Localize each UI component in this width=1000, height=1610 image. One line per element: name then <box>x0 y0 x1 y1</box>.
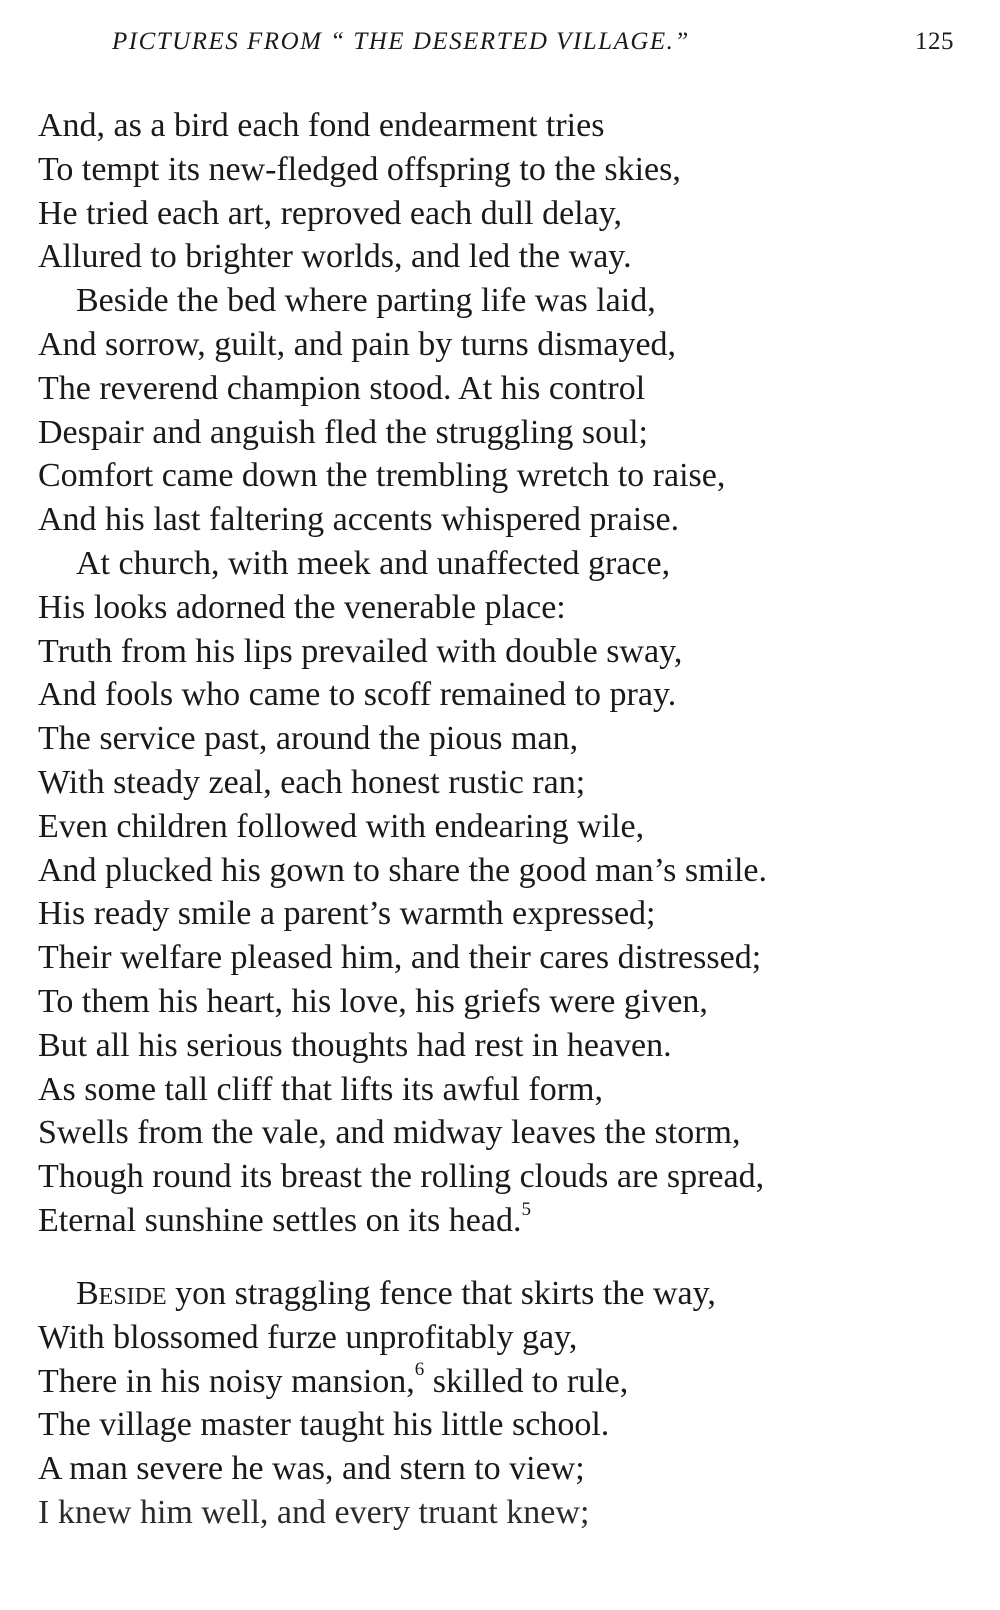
verse-line: At church, with meek and unaffected grace, <box>76 544 671 582</box>
verse-line: Even children followed with endearing wile, <box>38 807 645 845</box>
poem-stanza-parson <box>38 104 958 1243</box>
verse-line: His looks adorned the venerable place: <box>38 588 566 626</box>
verse-text: Eternal sunshine settles on its head. <box>38 1201 522 1239</box>
verse-line: And, as a bird each fond endearment tries <box>38 107 605 144</box>
verse-line: I knew him well, and every truant knew; <box>38 1493 590 1531</box>
verse-line: With blossomed furze unprofitably gay, <box>38 1318 578 1356</box>
verse-line: And fools who came to scoff remained to pray. <box>38 676 677 714</box>
verse-text: skilled to rule, <box>424 1362 629 1400</box>
verse-line: Their welfare pleased him, and their cares distressed; <box>38 939 762 977</box>
page-number: 125 <box>915 28 954 55</box>
verse-line: And his last faltering accents whispered praise. <box>38 501 680 539</box>
verse-line: As some tall cliff that lifts its awful form, <box>38 1070 604 1108</box>
verse-line <box>38 1360 958 1404</box>
verse-line: Though round its breast the rolling clouds are spread, <box>38 1158 765 1196</box>
verse-line: To them his heart, his love, his griefs were given, <box>38 982 708 1020</box>
verse-line: He tried each art, reproved each dull delay, <box>38 194 622 232</box>
verse-line <box>38 1199 958 1243</box>
verse-line: And plucked his gown to share the good man’s smile. <box>38 851 768 889</box>
verse-line: The reverend champion stood. At his control <box>38 369 646 407</box>
verse-line: Comfort came down the trembling wretch to raise, <box>38 457 726 495</box>
running-head <box>112 28 954 68</box>
footnote-marker: 6 <box>414 1359 425 1381</box>
verse-line: Swells from the vale, and midway leaves the storm, <box>38 1114 741 1152</box>
footnote-marker: 5 <box>521 1198 531 1220</box>
verse-line: To tempt its new-fledged offspring to the skies, <box>38 150 681 188</box>
verse-text: yon straggling fence that skirts the way, <box>166 1275 716 1312</box>
verse-line: Despair and anguish fled the struggling soul; <box>38 413 649 451</box>
verse-line: And sorrow, guilt, and pain by turns dismayed, <box>38 325 677 363</box>
verse-line: But all his serious thoughts had rest in heaven. <box>38 1026 672 1064</box>
verse-line: His ready smile a parent’s warmth expressed; <box>38 895 656 933</box>
verse-line: A man severe he was, and stern to view; <box>38 1450 585 1488</box>
poem-stanza-schoolmaster <box>38 1272 958 1535</box>
verse-line: Allured to brighter worlds, and led the way. <box>38 238 632 276</box>
verse-line: The village master taught his little school. <box>38 1406 610 1444</box>
running-title: PICTURES FROM “ THE DESERTED VILLAGE.” <box>112 28 690 55</box>
verse-text: There in his noisy mansion, <box>38 1362 415 1400</box>
verse-line: With steady zeal, each honest rustic ran; <box>38 763 586 801</box>
verse-line: Beside the bed where parting life was laid, <box>76 282 656 320</box>
verse-line: Truth from his lips prevailed with double sway, <box>38 632 683 670</box>
verse-line <box>38 1272 958 1316</box>
opening-word: Beside <box>76 1275 167 1312</box>
verse-line: The service past, around the pious man, <box>38 720 579 758</box>
